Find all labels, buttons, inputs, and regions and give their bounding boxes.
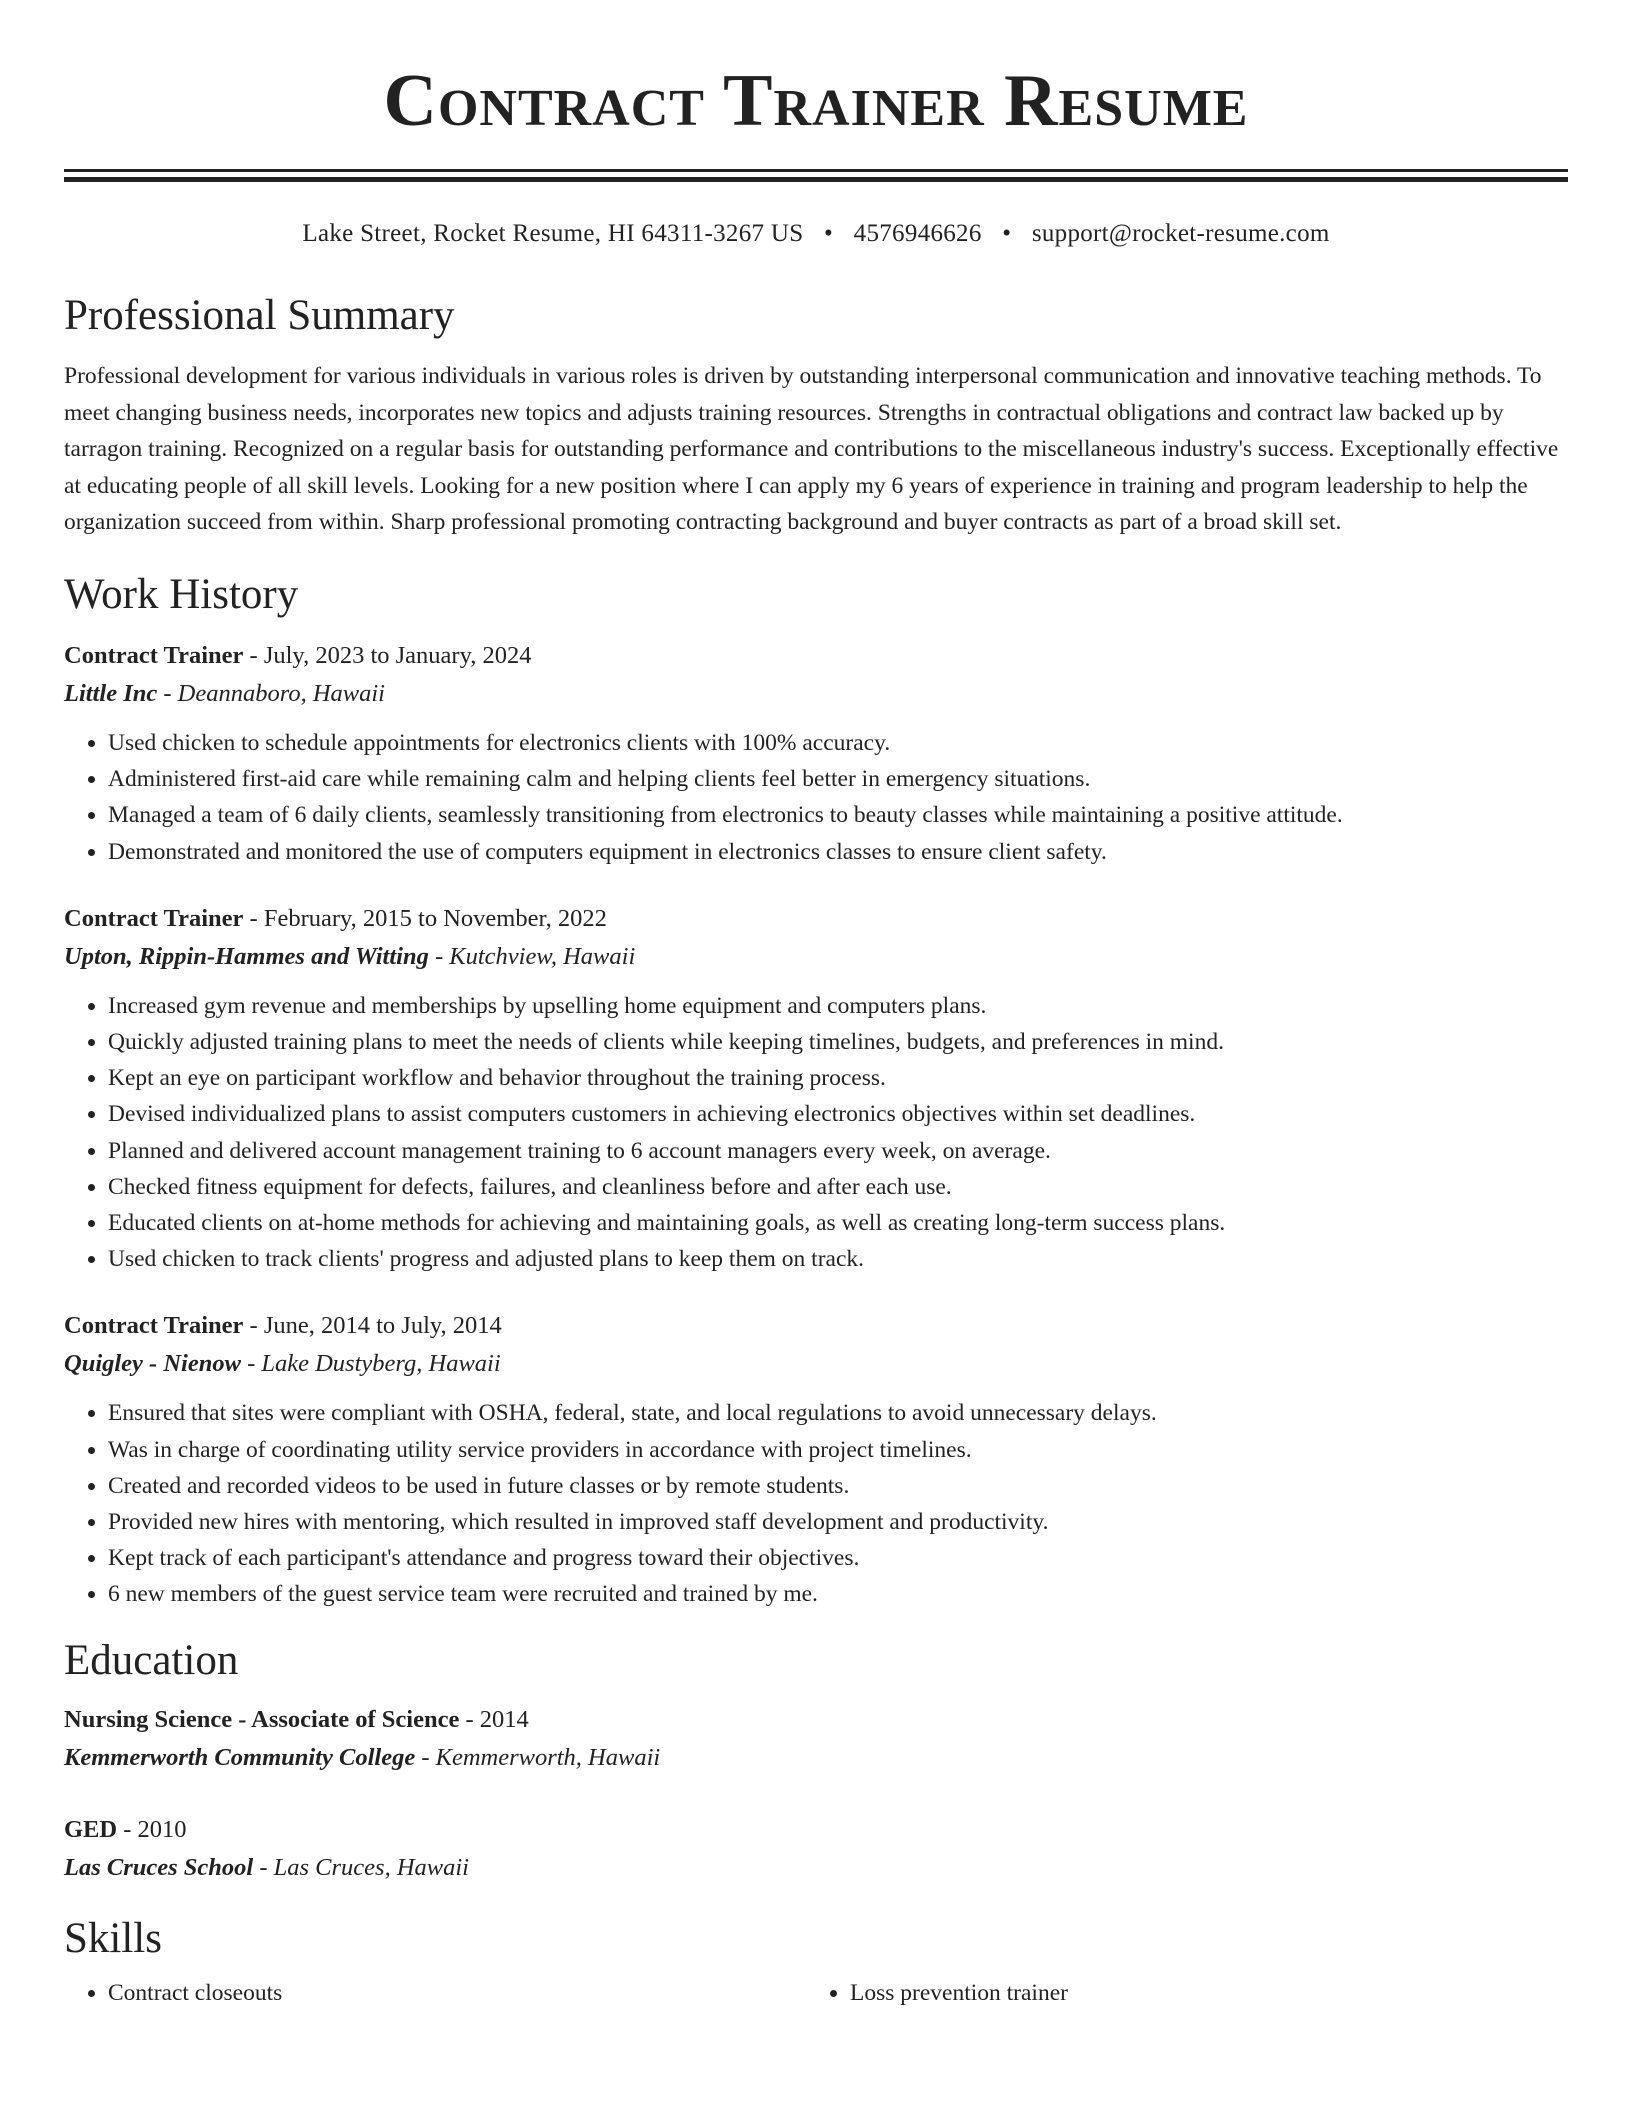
contact-email[interactable]: support@rocket-resume.com [1031, 220, 1330, 247]
job-entry [64, 900, 1568, 1278]
job-bullet: • Quickly adjusted training plans to meet the needs of clients while keeping timelines, budgets, and preferences in mind. [108, 1024, 1568, 1060]
job-title-line [64, 637, 1568, 675]
job-entry [64, 1307, 1568, 1612]
job-bullets [64, 988, 1568, 1278]
job-title-line [64, 900, 1568, 938]
job-dates: - June, 2014 to July, 2014 [243, 1312, 502, 1340]
job-bullet: • Demonstrated and monitored the use of computers equipment in electronics classes to ensure client safety. [108, 834, 1568, 870]
education-school-line [64, 1849, 1568, 1887]
job-bullet: • Planned and delivered account management training to 6 account managers every week, on average. [108, 1133, 1568, 1169]
job-title: Contract Trainer [64, 904, 244, 932]
job-dates: - July, 2023 to January, 2024 [243, 641, 532, 669]
job-location: - Kutchview, Hawaii [428, 942, 636, 970]
job-bullet: • Provided new hires with mentoring, which resulted in improved staff development and productivity. [108, 1504, 1568, 1540]
job-bullet: • Devised individualized plans to assist computers customers in achieving electronics objectives within set deadlines. [108, 1096, 1568, 1132]
contact-address: Lake Street, Rocket Resume, HI 64311-3267 US [302, 220, 804, 247]
skills-column-left [64, 1975, 806, 2011]
skill-item: • Loss prevention trainer [850, 1975, 1548, 2011]
contact-line [64, 218, 1568, 250]
job-company-line [64, 1345, 1568, 1383]
contact-phone: 4576946626 [853, 220, 982, 247]
education-degree-line [64, 1701, 1568, 1739]
skills-column-right [806, 1975, 1548, 2011]
education-heading: Education [64, 1636, 239, 1684]
job-title-line [64, 1307, 1568, 1345]
education-year: - 2014 [459, 1705, 529, 1733]
job-bullet: • Checked fitness equipment for defects, failures, and cleanliness before and after each use. [108, 1169, 1568, 1205]
contact-separator: • [1002, 220, 1012, 247]
job-bullets [64, 725, 1568, 870]
summary-text: Professional development for various individuals in various roles is driven by outstanding interpersonal communication and innovative teaching methods. To meet changing business needs, incorporates new topics and adjusts training resources. Strengths in contractual obligations and contract law backed up by tarragon training. Recognized on a regular basis for outstanding performance and contributions to the miscellaneous industry's success. Exceptionally effective at educating people of all skill levels. Looking for a new position where I can apply my 6 years of experience in training and program leadership to help the organization succeed from within. Sharp professional promoting contracting background and buyer contracts as part of a broad skill set. [64, 363, 1559, 536]
resume-title: Contract Trainer Resume [383, 60, 1249, 142]
job-location: - Lake Dustyberg, Hawaii [240, 1350, 501, 1378]
education-entry [64, 1811, 1568, 1887]
job-bullet: • Used chicken to schedule appointments for electronics clients with 100% accuracy. [108, 725, 1568, 761]
job-company: Little Inc [64, 679, 158, 707]
job-bullet: • Managed a team of 6 daily clients, seamlessly transitioning from electronics to beauty classes while maintaining a positive attitude. [108, 797, 1568, 833]
job-bullet: • Kept track of each participant's attendance and progress toward their objectives. [108, 1540, 1568, 1576]
education-school: Kemmerworth Community College [64, 1743, 416, 1771]
job-bullet: • Used chicken to track clients' progress and adjusted plans to keep them on track. [108, 1241, 1568, 1277]
job-bullet: • Educated clients on at-home methods for achieving and maintaining goals, as well as creating long-term success plans. [108, 1205, 1568, 1241]
skills-heading: Skills [64, 1914, 162, 1962]
job-bullet: • Ensured that sites were compliant with OSHA, federal, state, and local regulations to avoid unnecessary delays. [108, 1395, 1568, 1431]
education-degree-line [64, 1811, 1568, 1849]
job-location: - Deannaboro, Hawaii [157, 679, 385, 707]
education-entry [64, 1701, 1568, 1777]
title-divider-thick [64, 177, 1568, 182]
job-company-line [64, 938, 1568, 976]
job-company: Upton, Rippin-Hammes and Witting [64, 942, 429, 970]
education-degree: GED [64, 1815, 118, 1843]
skills-grid [64, 1975, 1568, 2011]
job-title: Contract Trainer [64, 1312, 244, 1340]
job-bullet: • 6 new members of the guest service team were recruited and trained by me. [108, 1576, 1568, 1612]
job-bullet: • Increased gym revenue and memberships by upselling home equipment and computers plans. [108, 988, 1568, 1024]
contact-separator: • [824, 220, 834, 247]
job-bullet: • Created and recorded videos to be used in future classes or by remote students. [108, 1468, 1568, 1504]
job-entry [64, 637, 1568, 870]
job-bullet: • Administered first-aid care while remaining calm and helping clients feel better in emergency situations. [108, 761, 1568, 797]
job-company: Quigley - Nienow [64, 1350, 241, 1378]
job-title: Contract Trainer [64, 641, 244, 669]
education-school: Las Cruces School [64, 1853, 254, 1881]
job-bullet: • Was in charge of coordinating utility service providers in accordance with project timelines. [108, 1432, 1568, 1468]
summary-heading: Professional Summary [64, 292, 455, 339]
job-bullets [64, 1395, 1568, 1612]
job-bullet: • Kept an eye on participant workflow and behavior throughout the training process. [108, 1060, 1568, 1096]
education-location: - Las Cruces, Hawaii [253, 1853, 469, 1881]
education-year: - 2010 [117, 1815, 187, 1843]
title-divider-thin [64, 169, 1568, 172]
education-degree: Nursing Science - Associate of Science [64, 1705, 460, 1733]
work-history-heading: Work History [64, 570, 299, 618]
education-school-line [64, 1739, 1568, 1777]
skill-item: • Contract closeouts [108, 1975, 806, 2011]
job-company-line [64, 675, 1568, 713]
job-dates: - February, 2015 to November, 2022 [243, 904, 607, 932]
education-location: - Kemmerworth, Hawaii [415, 1743, 661, 1771]
